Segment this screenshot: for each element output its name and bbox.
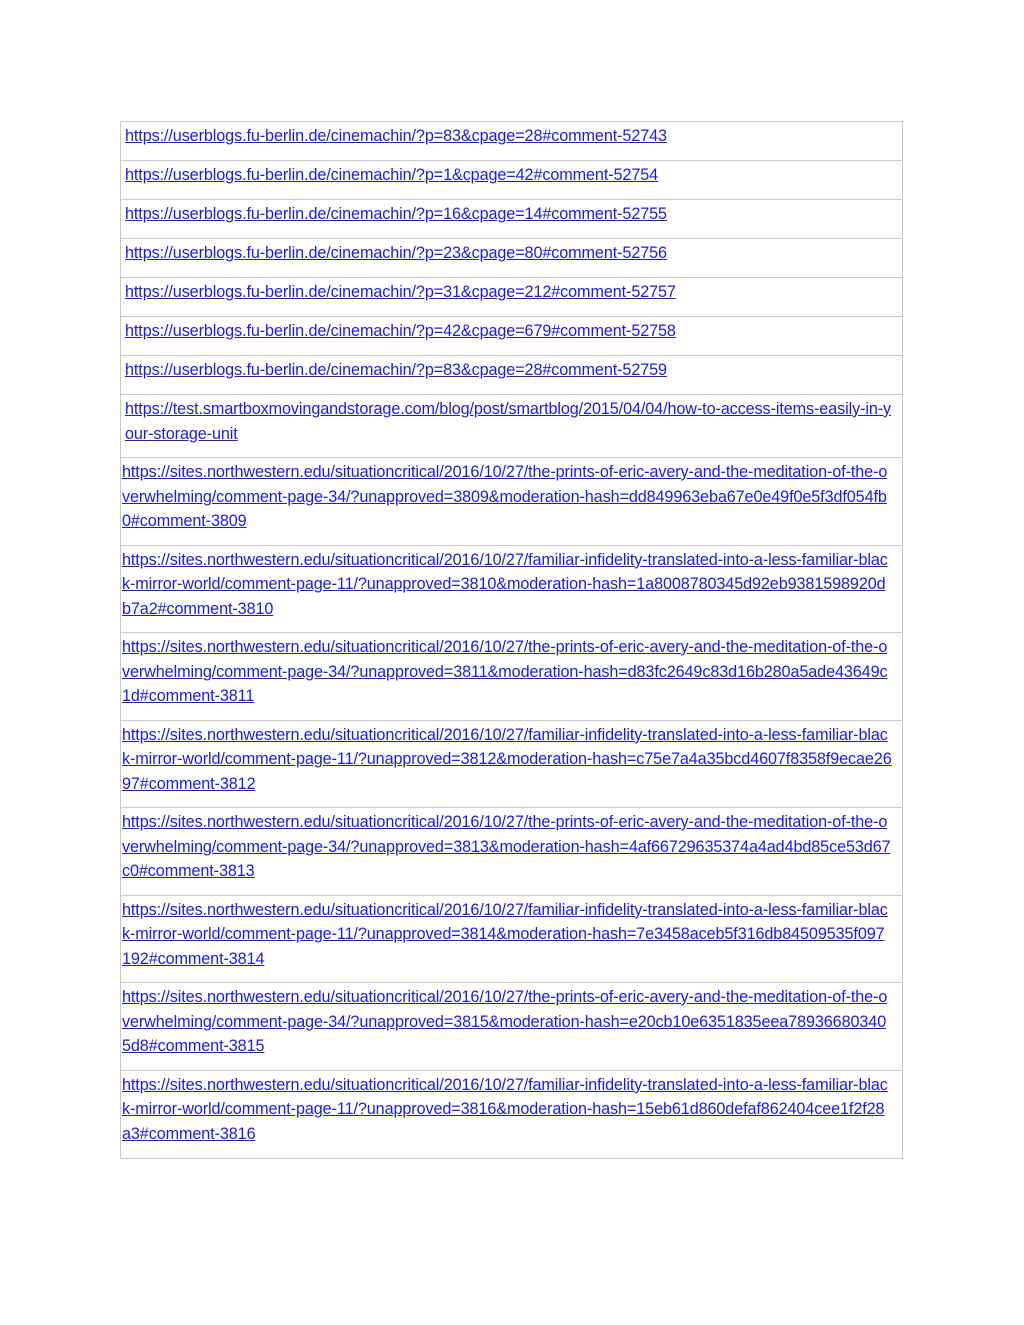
link-comment-52756[interactable]: https://userblogs.fu-berlin.de/cinemachin/?p=23&cpage=80#comment-52756 <box>125 244 667 262</box>
link-comment-3809[interactable]: https://sites.northwestern.edu/situationcritical/2016/10/27/the-prints-of-eric-avery-and-the-meditation-of-the-overwhelming/comment-page-34/?unapproved=3809&moderation-hash=dd849963eba67e0e49f0e5f3df054fb0#comment-3809 <box>122 463 888 531</box>
link-table <box>120 121 903 1159</box>
table-row <box>121 1071 902 1159</box>
table-row <box>121 161 902 200</box>
link-comment-52757[interactable]: https://userblogs.fu-berlin.de/cinemachin/?p=31&cpage=212#comment-52757 <box>125 283 676 301</box>
link-comment-52755[interactable]: https://userblogs.fu-berlin.de/cinemachin/?p=16&cpage=14#comment-52755 <box>125 205 667 223</box>
table-row <box>121 122 902 161</box>
link-comment-3813[interactable]: https://sites.northwestern.edu/situationcritical/2016/10/27/the-prints-of-eric-avery-and-the-meditation-of-the-overwhelming/comment-page-34/?unapproved=3813&moderation-hash=4af66729635374a4ad4bd85ce53d67c0#comment-3813 <box>122 813 891 881</box>
link-comment-52754[interactable]: https://userblogs.fu-berlin.de/cinemachin/?p=1&cpage=42#comment-52754 <box>125 166 659 184</box>
table-row <box>121 808 902 896</box>
table-row <box>121 721 902 809</box>
link-comment-3816[interactable]: https://sites.northwestern.edu/situationcritical/2016/10/27/familiar-infidelity-translated-into-a-less-familiar-black-mirror-world/comment-page-11/?unapproved=3816&moderation-hash=15eb61d860defaf862404cee1f2f28a3#comment-3816 <box>122 1075 888 1143</box>
table-row <box>121 239 902 278</box>
table-row <box>121 395 902 458</box>
table-row <box>121 458 902 546</box>
link-comment-3811[interactable]: https://sites.northwestern.edu/situationcritical/2016/10/27/the-prints-of-eric-avery-and-the-meditation-of-the-overwhelming/comment-page-34/?unapproved=3811&moderation-hash=d83fc2649c83d16b280a5ade43649c1d#comment-3811 <box>122 638 888 706</box>
link-comment-3812[interactable]: https://sites.northwestern.edu/situationcritical/2016/10/27/familiar-infidelity-translated-into-a-less-familiar-black-mirror-world/comment-page-11/?unapproved=3812&moderation-hash=c75e7a4a35bcd4607f8358f9ecae2697#comment-3812 <box>122 725 892 793</box>
table-row <box>121 896 902 984</box>
table-row <box>121 633 902 721</box>
table-row <box>121 356 902 395</box>
link-comment-52743[interactable]: https://userblogs.fu-berlin.de/cinemachin/?p=83&cpage=28#comment-52743 <box>125 127 667 145</box>
link-comment-3810[interactable]: https://sites.northwestern.edu/situationcritical/2016/10/27/familiar-infidelity-translated-into-a-less-familiar-black-mirror-world/comment-page-11/?unapproved=3810&moderation-hash=1a8008780345d92eb9381598920db7a2#comment-3810 <box>122 550 888 618</box>
link-comment-52759[interactable]: https://userblogs.fu-berlin.de/cinemachin/?p=83&cpage=28#comment-52759 <box>125 361 667 379</box>
link-comment-3815[interactable]: https://sites.northwestern.edu/situationcritical/2016/10/27/the-prints-of-eric-avery-and-the-meditation-of-the-overwhelming/comment-page-34/?unapproved=3815&moderation-hash=e20cb10e6351835eea789366803405d8#comment-3815 <box>122 988 888 1056</box>
table-row <box>121 317 902 356</box>
table-row <box>121 546 902 634</box>
link-smartbox-storage[interactable]: https://test.smartboxmovingandstorage.com/blog/post/smartblog/2015/04/04/how-to-access-items-easily-in-your-storage-unit <box>125 400 892 443</box>
link-comment-52758[interactable]: https://userblogs.fu-berlin.de/cinemachin/?p=42&cpage=679#comment-52758 <box>125 322 676 340</box>
table-row <box>121 983 902 1071</box>
link-comment-3814[interactable]: https://sites.northwestern.edu/situationcritical/2016/10/27/familiar-infidelity-translated-into-a-less-familiar-black-mirror-world/comment-page-11/?unapproved=3814&moderation-hash=7e3458aceb5f316db84509535f097192#comment-3814 <box>122 900 888 968</box>
table-row <box>121 200 902 239</box>
table-row <box>121 278 902 317</box>
